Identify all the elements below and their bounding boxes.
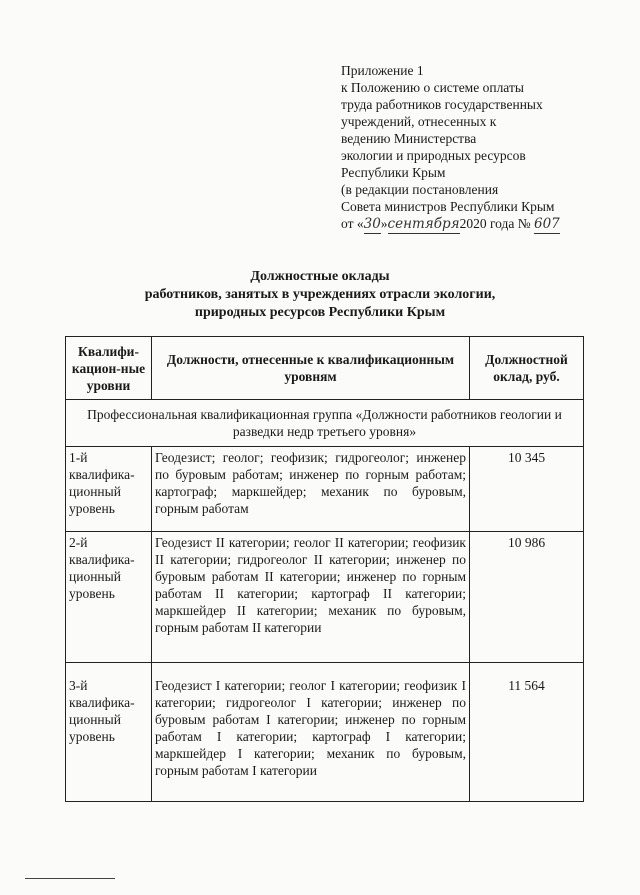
- table-row: [66, 663, 584, 802]
- appendix-line: экологии и природных ресурсов: [341, 148, 526, 163]
- salary-table: [65, 336, 584, 802]
- appendix-line: ведению Министерства: [341, 131, 477, 146]
- appendix-line: Приложение 1: [341, 63, 424, 78]
- header-salary: Должностной оклад, руб.: [470, 337, 584, 400]
- appendix-line: к Положению о системе оплаты: [341, 80, 524, 95]
- date-year: 2020 года №: [459, 216, 531, 231]
- appendix-line: труда работников государственных: [341, 97, 543, 112]
- table-header-row: [66, 337, 584, 400]
- date-mid: »: [380, 216, 388, 231]
- appendix-line: Республики Крым: [341, 165, 446, 180]
- group-row: [66, 400, 584, 447]
- handwritten-number: 607: [534, 216, 560, 232]
- date-prefix: от «: [341, 216, 364, 231]
- date-number-line: [341, 215, 601, 234]
- positions-cell: Геодезист I категории; геолог I категории; геофизик I категории; гидрогеолог I категории; инженер по буровым работам I категории; инженер по горным работам I категории; картограф I категории; маркшейдер I категории; механик по буровым, горным работам I категории: [152, 663, 470, 802]
- level-cell: 3-й квалифика-ционный уровень: [66, 663, 152, 802]
- appendix-block: [341, 62, 601, 234]
- handwritten-month: сентября: [387, 216, 460, 232]
- positions-cell: Геодезист II категории; геолог II категории; геофизик II категории; гидрогеолог II категории; инженер по буровым работам II категории; инженер по горным работам II категории; картограф II категории; маркшейдер II категории; механик по буровым, горным работам II категории: [152, 532, 470, 663]
- handwritten-day: 30: [363, 216, 381, 232]
- group-title: Профессиональная квалификационная группа «Должности работников геологии и разведки недр третьего уровня»: [66, 400, 584, 447]
- salary-cell: 10 986: [470, 532, 584, 663]
- footnote-divider: [25, 878, 115, 879]
- level-cell: 1-й квалифика-ционный уровень: [66, 447, 152, 532]
- header-levels: Квалифи-кацион-ные уровни: [66, 337, 152, 400]
- title-line-1: Должностные оклады: [250, 269, 390, 284]
- table-row: [66, 447, 584, 532]
- salary-cell: 10 345: [470, 447, 584, 532]
- appendix-line: (в редакции постановления: [341, 182, 499, 197]
- positions-cell: Геодезист; геолог; геофизик; гидрогеолог; инженер по буровым работам; инженер по горным работам; картограф; маркшейдер; механик по буровым, горным работам: [152, 447, 470, 532]
- appendix-line: Совета министров Республики Крым: [341, 199, 555, 214]
- header-positions: Должности, отнесенные к квалификационным уровням: [152, 337, 470, 400]
- title-line-2: работников, занятых в учреждениях отрасли экологии,: [144, 287, 496, 302]
- appendix-line: учреждений, отнесенных к: [341, 114, 497, 129]
- salary-cell: 11 564: [470, 663, 584, 802]
- document-title: [120, 268, 520, 322]
- table-row: [66, 532, 584, 663]
- title-line-3: природных ресурсов Республики Крым: [194, 305, 446, 320]
- level-cell: 2-й квалифика-ционный уровень: [66, 532, 152, 663]
